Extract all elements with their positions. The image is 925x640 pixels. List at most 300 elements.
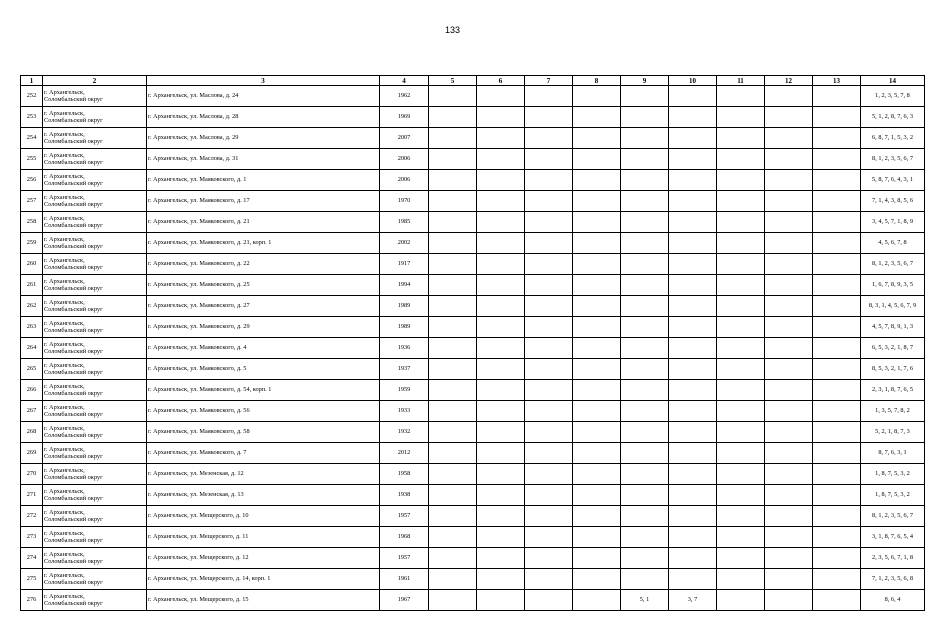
- column-8-cell: [573, 506, 621, 527]
- district-name-text: Соломбальский округ: [44, 306, 103, 313]
- row-number-cell: 264: [21, 338, 43, 359]
- column-11-cell: [717, 86, 765, 107]
- district-name-text: Соломбальский округ: [44, 180, 103, 187]
- address-cell: г. Архангельск, ул. Маслова, д. 28: [147, 107, 380, 128]
- column-12-cell: [765, 86, 813, 107]
- district-cell: [43, 275, 147, 296]
- codes-cell: 8, 5, 3, 2, 1, 7, 6: [861, 359, 925, 380]
- column-11-cell: [717, 401, 765, 422]
- row-number-cell: 268: [21, 422, 43, 443]
- district-cell: [43, 128, 147, 149]
- row-number-cell: 276: [21, 590, 43, 611]
- column-11-cell: [717, 170, 765, 191]
- table-row: [21, 506, 925, 527]
- district-name-text: Соломбальский округ: [44, 411, 103, 418]
- year-cell: 2007: [380, 128, 429, 149]
- address-cell: г. Архангельск, ул. Маяковского, д. 54, корп. 1: [147, 380, 380, 401]
- address-cell: г. Архангельск, ул. Маслова, д. 24: [147, 86, 380, 107]
- table-row: [21, 233, 925, 254]
- column-8-cell: [573, 422, 621, 443]
- column-6-cell: [477, 212, 525, 233]
- column-5-cell: [429, 128, 477, 149]
- table-row: [21, 443, 925, 464]
- column-7-cell: [525, 569, 573, 590]
- district-name-text: Соломбальский округ: [44, 558, 103, 565]
- column-9-cell: [621, 506, 669, 527]
- column-13-cell: [813, 485, 861, 506]
- column-header-5: 5: [429, 76, 477, 86]
- column-header-4: 4: [380, 76, 429, 86]
- column-11-cell: [717, 548, 765, 569]
- column-8-cell: [573, 275, 621, 296]
- district-name-text: Соломбальский округ: [44, 348, 103, 355]
- column-6-cell: [477, 86, 525, 107]
- column-6-cell: [477, 485, 525, 506]
- column-12-cell: [765, 485, 813, 506]
- column-12-cell: [765, 506, 813, 527]
- column-10-cell: [669, 233, 717, 254]
- column-7-cell: [525, 170, 573, 191]
- year-cell: 2006: [380, 170, 429, 191]
- column-9-cell: [621, 548, 669, 569]
- district-city-text: г. Архангельск,: [44, 256, 85, 264]
- column-13-cell: [813, 443, 861, 464]
- column-8-cell: [573, 149, 621, 170]
- year-cell: 1936: [380, 338, 429, 359]
- column-5-cell: [429, 107, 477, 128]
- column-13-cell: [813, 464, 861, 485]
- column-13-cell: [813, 296, 861, 317]
- district-city-text: г. Архангельск,: [44, 214, 85, 222]
- district-cell: [43, 548, 147, 569]
- column-10-cell: [669, 170, 717, 191]
- column-6-cell: [477, 464, 525, 485]
- column-13-cell: [813, 527, 861, 548]
- column-12-cell: [765, 107, 813, 128]
- column-10-cell: [669, 443, 717, 464]
- column-7-cell: [525, 149, 573, 170]
- year-cell: 2002: [380, 233, 429, 254]
- codes-cell: 2, 3, 5, 6, 7, 1, 8: [861, 548, 925, 569]
- district-cell: [43, 254, 147, 275]
- column-6-cell: [477, 170, 525, 191]
- column-13-cell: [813, 359, 861, 380]
- table-row: [21, 254, 925, 275]
- district-cell: [43, 86, 147, 107]
- year-cell: 2006: [380, 149, 429, 170]
- column-6-cell: [477, 569, 525, 590]
- year-cell: 1932: [380, 422, 429, 443]
- row-number-cell: 259: [21, 233, 43, 254]
- column-5-cell: [429, 212, 477, 233]
- column-11-cell: [717, 149, 765, 170]
- table-row: [21, 464, 925, 485]
- address-cell: г. Архангельск, ул. Мещерского, д. 15: [147, 590, 380, 611]
- table-row: [21, 86, 925, 107]
- column-7-cell: [525, 86, 573, 107]
- header-row: [21, 76, 925, 86]
- column-12-cell: [765, 317, 813, 338]
- page-number: 133: [444, 25, 461, 35]
- row-number-cell: 270: [21, 464, 43, 485]
- column-5-cell: [429, 422, 477, 443]
- address-cell: г. Архангельск, ул. Маяковского, д. 29: [147, 317, 380, 338]
- address-cell: г. Архангельск, ул. Мезенская, д. 13: [147, 485, 380, 506]
- codes-cell: 8, 1, 2, 3, 5, 6, 7: [861, 149, 925, 170]
- district-name-text: Соломбальский округ: [44, 453, 103, 460]
- column-5-cell: [429, 359, 477, 380]
- codes-cell: 1, 3, 5, 7, 8, 2: [861, 401, 925, 422]
- column-6-cell: [477, 338, 525, 359]
- table-row: [21, 359, 925, 380]
- table-row: [21, 191, 925, 212]
- codes-cell: 3, 4, 5, 7, 1, 8, 9: [861, 212, 925, 233]
- year-cell: 2012: [380, 443, 429, 464]
- column-8-cell: [573, 212, 621, 233]
- column-12-cell: [765, 401, 813, 422]
- column-9-cell: [621, 296, 669, 317]
- column-6-cell: [477, 107, 525, 128]
- row-number-cell: 262: [21, 296, 43, 317]
- column-11-cell: [717, 212, 765, 233]
- codes-cell: 1, 8, 7, 5, 3, 2: [861, 485, 925, 506]
- row-number-cell: 252: [21, 86, 43, 107]
- table-row: [21, 422, 925, 443]
- column-8-cell: [573, 380, 621, 401]
- codes-cell: 8, 6, 4: [861, 590, 925, 611]
- district-cell: [43, 380, 147, 401]
- column-10-cell: [669, 254, 717, 275]
- column-8-cell: [573, 254, 621, 275]
- column-11-cell: [717, 485, 765, 506]
- column-7-cell: [525, 191, 573, 212]
- year-cell: 1985: [380, 212, 429, 233]
- column-7-cell: [525, 107, 573, 128]
- district-cell: [43, 233, 147, 254]
- column-8-cell: [573, 86, 621, 107]
- address-cell: г. Архангельск, ул. Маяковского, д. 17: [147, 191, 380, 212]
- column-header-12: 12: [765, 76, 813, 86]
- column-6-cell: [477, 527, 525, 548]
- column-header-6: 6: [477, 76, 525, 86]
- district-city-text: г. Архангельск,: [44, 193, 85, 201]
- district-city-text: г. Архангельск,: [44, 592, 85, 600]
- codes-cell: 8, 7, 6, 3, 1: [861, 443, 925, 464]
- district-cell: [43, 506, 147, 527]
- column-12-cell: [765, 464, 813, 485]
- column-6-cell: [477, 506, 525, 527]
- table-row: [21, 569, 925, 590]
- year-cell: 1938: [380, 485, 429, 506]
- column-11-cell: [717, 464, 765, 485]
- codes-cell: 4, 5, 7, 8, 9, 1, 3: [861, 317, 925, 338]
- table-row: [21, 401, 925, 422]
- column-5-cell: [429, 401, 477, 422]
- column-13-cell: [813, 191, 861, 212]
- column-13-cell: [813, 128, 861, 149]
- district-city-text: г. Архангельск,: [44, 109, 85, 117]
- district-cell: [43, 191, 147, 212]
- column-10-cell: [669, 380, 717, 401]
- codes-cell: 1, 8, 7, 5, 3, 2: [861, 464, 925, 485]
- column-7-cell: [525, 506, 573, 527]
- column-header-2: 2: [43, 76, 147, 86]
- column-13-cell: [813, 506, 861, 527]
- address-cell: г. Архангельск, ул. Маяковского, д. 22: [147, 254, 380, 275]
- column-header-14: 14: [861, 76, 925, 86]
- column-5-cell: [429, 527, 477, 548]
- column-10-cell: [669, 506, 717, 527]
- column-13-cell: [813, 548, 861, 569]
- table-row: [21, 212, 925, 233]
- column-5-cell: [429, 233, 477, 254]
- district-city-text: г. Архангельск,: [44, 172, 85, 180]
- table-body: [21, 86, 925, 611]
- district-city-text: г. Архангельск,: [44, 571, 85, 579]
- column-9-cell: [621, 86, 669, 107]
- district-cell: [43, 443, 147, 464]
- codes-cell: 7, 1, 4, 3, 8, 5, 6: [861, 191, 925, 212]
- column-13-cell: [813, 254, 861, 275]
- column-9-cell: [621, 212, 669, 233]
- column-13-cell: [813, 590, 861, 611]
- column-5-cell: [429, 317, 477, 338]
- district-city-text: г. Архангельск,: [44, 466, 85, 474]
- column-9-cell: [621, 275, 669, 296]
- column-12-cell: [765, 296, 813, 317]
- column-12-cell: [765, 443, 813, 464]
- district-cell: [43, 527, 147, 548]
- year-cell: 1958: [380, 464, 429, 485]
- district-name-text: Соломбальский округ: [44, 369, 103, 376]
- column-10-cell: [669, 86, 717, 107]
- row-number-cell: 253: [21, 107, 43, 128]
- column-7-cell: [525, 359, 573, 380]
- row-number-cell: 256: [21, 170, 43, 191]
- district-cell: [43, 485, 147, 506]
- column-header-13: 13: [813, 76, 861, 86]
- column-9-cell: [621, 443, 669, 464]
- district-city-text: г. Архангельск,: [44, 487, 85, 495]
- district-city-text: г. Архангельск,: [44, 319, 85, 327]
- column-8-cell: [573, 317, 621, 338]
- district-name-text: Соломбальский округ: [44, 432, 103, 439]
- district-name-text: Соломбальский округ: [44, 201, 103, 208]
- column-9-cell: [621, 128, 669, 149]
- column-7-cell: [525, 212, 573, 233]
- table-row: [21, 548, 925, 569]
- column-13-cell: [813, 212, 861, 233]
- row-number-cell: 263: [21, 317, 43, 338]
- row-number-cell: 269: [21, 443, 43, 464]
- column-10-cell: [669, 296, 717, 317]
- row-number-cell: 271: [21, 485, 43, 506]
- column-6-cell: [477, 443, 525, 464]
- column-9-cell: [621, 485, 669, 506]
- district-cell: [43, 401, 147, 422]
- address-cell: г. Архангельск, ул. Маяковского, д. 27: [147, 296, 380, 317]
- column-11-cell: [717, 359, 765, 380]
- column-11-cell: [717, 107, 765, 128]
- column-6-cell: [477, 317, 525, 338]
- table-row: [21, 170, 925, 191]
- column-8-cell: [573, 359, 621, 380]
- column-7-cell: [525, 275, 573, 296]
- column-12-cell: [765, 527, 813, 548]
- row-number-cell: 275: [21, 569, 43, 590]
- column-6-cell: [477, 590, 525, 611]
- housing-table: [20, 75, 925, 611]
- column-5-cell: [429, 380, 477, 401]
- district-name-text: Соломбальский округ: [44, 117, 103, 124]
- codes-cell: 8, 1, 2, 3, 5, 6, 7: [861, 506, 925, 527]
- codes-cell: 1, 6, 7, 8, 9, 3, 5: [861, 275, 925, 296]
- column-8-cell: [573, 548, 621, 569]
- column-10-cell: [669, 107, 717, 128]
- column-11-cell: [717, 443, 765, 464]
- column-12-cell: [765, 191, 813, 212]
- table-row: [21, 590, 925, 611]
- column-7-cell: [525, 317, 573, 338]
- district-name-text: Соломбальский округ: [44, 96, 103, 103]
- codes-cell: 6, 5, 3, 2, 1, 8, 7: [861, 338, 925, 359]
- column-13-cell: [813, 233, 861, 254]
- table-row: [21, 128, 925, 149]
- district-city-text: г. Архангельск,: [44, 340, 85, 348]
- column-8-cell: [573, 485, 621, 506]
- column-9-cell: [621, 359, 669, 380]
- district-cell: [43, 590, 147, 611]
- column-9-cell: 5, 1: [621, 590, 669, 611]
- column-12-cell: [765, 254, 813, 275]
- district-city-text: г. Архангельск,: [44, 277, 85, 285]
- codes-cell: 5, 2, 1, 8, 7, 3: [861, 422, 925, 443]
- year-cell: 1994: [380, 275, 429, 296]
- row-number-cell: 261: [21, 275, 43, 296]
- column-11-cell: [717, 191, 765, 212]
- column-10-cell: [669, 527, 717, 548]
- column-5-cell: [429, 170, 477, 191]
- column-5-cell: [429, 275, 477, 296]
- address-cell: г. Архангельск, ул. Маяковского, д. 25: [147, 275, 380, 296]
- district-name-text: Соломбальский округ: [44, 327, 103, 334]
- column-10-cell: [669, 275, 717, 296]
- column-9-cell: [621, 569, 669, 590]
- year-cell: 1968: [380, 527, 429, 548]
- row-number-cell: 257: [21, 191, 43, 212]
- column-6-cell: [477, 191, 525, 212]
- column-9-cell: [621, 527, 669, 548]
- column-12-cell: [765, 380, 813, 401]
- year-cell: 1970: [380, 191, 429, 212]
- district-city-text: г. Архангельск,: [44, 298, 85, 306]
- column-9-cell: [621, 191, 669, 212]
- address-cell: г. Архангельск, ул. Маслова, д. 31: [147, 149, 380, 170]
- column-header-8: 8: [573, 76, 621, 86]
- column-11-cell: [717, 233, 765, 254]
- row-number-cell: 273: [21, 527, 43, 548]
- year-cell: 1989: [380, 317, 429, 338]
- row-number-cell: 258: [21, 212, 43, 233]
- district-cell: [43, 464, 147, 485]
- row-number-cell: 265: [21, 359, 43, 380]
- district-name-text: Соломбальский округ: [44, 600, 103, 607]
- column-10-cell: [669, 212, 717, 233]
- column-7-cell: [525, 548, 573, 569]
- column-11-cell: [717, 590, 765, 611]
- table-row: [21, 149, 925, 170]
- address-cell: г. Архангельск, ул. Маслова, д. 29: [147, 128, 380, 149]
- column-6-cell: [477, 422, 525, 443]
- column-6-cell: [477, 548, 525, 569]
- table-row: [21, 275, 925, 296]
- year-cell: 1989: [380, 296, 429, 317]
- column-7-cell: [525, 338, 573, 359]
- column-12-cell: [765, 275, 813, 296]
- column-6-cell: [477, 254, 525, 275]
- district-name-text: Соломбальский округ: [44, 159, 103, 166]
- column-12-cell: [765, 422, 813, 443]
- row-number-cell: 254: [21, 128, 43, 149]
- column-5-cell: [429, 338, 477, 359]
- district-city-text: г. Архангельск,: [44, 88, 85, 96]
- district-cell: [43, 359, 147, 380]
- column-13-cell: [813, 275, 861, 296]
- address-cell: г. Архангельск, ул. Маяковского, д. 21: [147, 212, 380, 233]
- codes-cell: 8, 1, 2, 3, 5, 6, 7: [861, 254, 925, 275]
- table-row: [21, 296, 925, 317]
- column-10-cell: [669, 359, 717, 380]
- district-cell: [43, 149, 147, 170]
- row-number-cell: 267: [21, 401, 43, 422]
- column-header-3: 3: [147, 76, 380, 86]
- column-10-cell: [669, 338, 717, 359]
- codes-cell: 5, 1, 2, 8, 7, 6, 3: [861, 107, 925, 128]
- codes-cell: 7, 1, 2, 3, 5, 6, 8: [861, 569, 925, 590]
- codes-cell: 1, 2, 3, 5, 7, 8: [861, 86, 925, 107]
- district-name-text: Соломбальский округ: [44, 495, 103, 502]
- district-name-text: Соломбальский округ: [44, 264, 103, 271]
- district-cell: [43, 107, 147, 128]
- district-name-text: Соломбальский округ: [44, 138, 103, 145]
- column-7-cell: [525, 233, 573, 254]
- district-name-text: Соломбальский округ: [44, 579, 103, 586]
- column-10-cell: 3, 7: [669, 590, 717, 611]
- column-13-cell: [813, 170, 861, 191]
- district-name-text: Соломбальский округ: [44, 243, 103, 250]
- column-9-cell: [621, 464, 669, 485]
- column-8-cell: [573, 401, 621, 422]
- column-10-cell: [669, 569, 717, 590]
- district-city-text: г. Архангельск,: [44, 130, 85, 138]
- column-10-cell: [669, 464, 717, 485]
- district-city-text: г. Архангельск,: [44, 382, 85, 390]
- district-cell: [43, 338, 147, 359]
- year-cell: 1969: [380, 107, 429, 128]
- column-5-cell: [429, 86, 477, 107]
- column-5-cell: [429, 590, 477, 611]
- address-cell: г. Архангельск, ул. Маяковского, д. 56: [147, 401, 380, 422]
- column-7-cell: [525, 296, 573, 317]
- column-5-cell: [429, 443, 477, 464]
- column-7-cell: [525, 485, 573, 506]
- column-10-cell: [669, 317, 717, 338]
- column-10-cell: [669, 485, 717, 506]
- codes-cell: 5, 8, 7, 6, 4, 3, 1: [861, 170, 925, 191]
- column-6-cell: [477, 149, 525, 170]
- column-11-cell: [717, 527, 765, 548]
- column-5-cell: [429, 464, 477, 485]
